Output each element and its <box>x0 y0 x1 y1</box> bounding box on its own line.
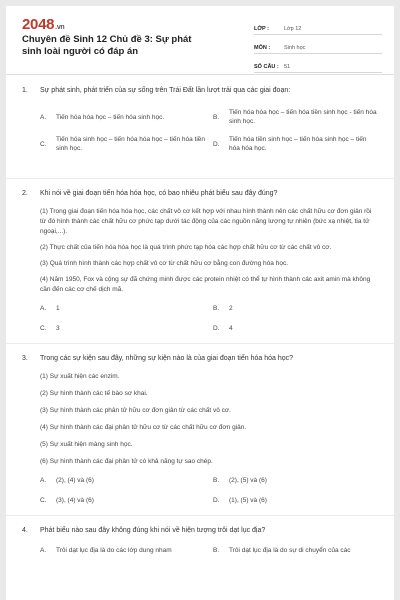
option-text: Tiến hóa sinh học – tiến hóa hóa học – tiến hóa tiền sinh học. <box>56 136 206 152</box>
option-text: 3 <box>56 325 60 332</box>
option-c[interactable] <box>40 324 205 333</box>
option-a[interactable] <box>40 108 205 126</box>
option-letter: C. <box>40 325 47 332</box>
meta-row-subject <box>254 37 382 54</box>
option-text: (2), (5) và (6) <box>229 477 267 484</box>
option-text: 4 <box>229 325 233 332</box>
statement: (6) Sự hình thành các đại phân tử có khả năng tự sao chép. <box>40 458 213 465</box>
option-letter: A. <box>40 113 47 121</box>
option-letter: B. <box>213 113 220 121</box>
option-c[interactable] <box>40 496 205 505</box>
document-header <box>6 6 394 68</box>
option-b[interactable] <box>213 108 378 126</box>
option-a[interactable] <box>40 476 205 485</box>
option-letter: A. <box>40 305 47 312</box>
question-4 <box>6 516 394 555</box>
option-b[interactable] <box>213 476 378 485</box>
document-meta <box>254 18 382 75</box>
option-d[interactable] <box>213 496 378 505</box>
question-text: Trong các sự kiện sau đây, những sự kiện nào là của giai đoạn tiến hóa hóa học? <box>40 355 293 362</box>
meta-value: Sinh học <box>284 45 306 51</box>
question-list <box>6 82 394 555</box>
logo-tld: .vn <box>55 24 65 31</box>
option-letter: C. <box>40 140 47 148</box>
option-letter: C. <box>40 497 47 504</box>
option-text: Tiến hóa tiền sinh học – tiến hóa sinh học – tiến hóa hóa học. <box>229 136 367 152</box>
meta-label: LỚP : <box>254 26 269 32</box>
statement: (2) Sự hình thành các tế bào sơ khai. <box>40 390 148 397</box>
statement: (4) Sự hình thành các đại phân tử hữu cơ từ các chất hữu cơ đơn giản. <box>40 424 247 431</box>
option-letter: D. <box>213 325 220 332</box>
option-text: 1 <box>56 305 60 312</box>
option-b[interactable] <box>213 546 378 555</box>
meta-value: 51 <box>284 64 291 70</box>
question-3 <box>6 344 394 505</box>
header-divider <box>6 74 394 75</box>
option-letter: B. <box>213 547 220 554</box>
option-a[interactable] <box>40 304 205 313</box>
option-b[interactable] <box>213 304 378 313</box>
option-text: (3), (4) và (6) <box>56 497 94 504</box>
meta-row-class <box>254 18 382 35</box>
option-letter: A. <box>40 547 47 554</box>
statement: (1) Sự xuất hiện các enzim. <box>40 373 120 380</box>
meta-value: Lớp 12 <box>284 26 302 32</box>
option-text: Tiến hóa hóa học – tiến hóa sinh học. <box>56 113 165 121</box>
statement: (3) Quá trình hình thành các hợp chất vô cơ từ chất hữu cơ bằng con đường hóa học. <box>40 260 288 267</box>
option-d[interactable] <box>213 135 378 153</box>
option-text: (2), (4) và (6) <box>56 477 94 484</box>
option-letter: B. <box>213 305 220 312</box>
option-letter: B. <box>213 477 220 484</box>
option-text: 2 <box>229 305 233 312</box>
question-number: 4. <box>22 527 28 534</box>
statement: (1) Trong giai đoạn tiến hóa hóa học, các chất vô cơ kết hợp với nhau hình thành nên các chất hữu cơ đơn giản rồi từ đó hình thành các chất hữu cơ phức tạp dưới tác động của các nguồn năng lượng tự nhiên (bức xạ nhiệt, tia tử ngoại,...). <box>40 208 372 235</box>
statement: (4) Năm 1950, Fox và cộng sự đã chứng minh được các protein nhiệt có thể tự hình thành các axit amin mà không cần đến các cơ chế dịch mã. <box>40 276 371 293</box>
meta-row-count <box>254 56 382 73</box>
question-2 <box>6 179 394 333</box>
meta-label: SỐ CÂU : <box>254 64 279 70</box>
option-letter: A. <box>40 477 47 484</box>
statement: (3) Sự hình thành các phân tử hữu cơ đơn giản từ các chất vô cơ. <box>40 407 231 414</box>
option-a[interactable] <box>40 546 205 555</box>
question-number: 2. <box>22 190 28 197</box>
document-page <box>6 6 394 600</box>
option-text: Trôi dạt lục địa là do các lớp dung nham <box>56 547 172 554</box>
question-text: Khi nói về giai đoạn tiến hóa hóa học, có bao nhiêu phát biểu sau đây đúng? <box>40 190 278 197</box>
option-letter: D. <box>213 140 220 148</box>
option-letter: D. <box>213 497 220 504</box>
statement: (2) Thực chất của tiến hóa hóa học là quá trình phức tạp hóa các hợp chất hữu cơ từ các chất vô cơ. <box>40 244 332 251</box>
question-text: Sự phát sinh, phát triển của sự sống trên Trái Đất lần lượt trải qua các giai đoạn: <box>40 87 291 94</box>
statement: (5) Sự xuất hiện màng sinh học. <box>40 441 133 448</box>
option-text: (1), (5) và (6) <box>229 497 267 504</box>
question-1 <box>6 86 394 160</box>
question-number: 3. <box>22 355 28 362</box>
site-logo[interactable] <box>22 16 64 33</box>
option-d[interactable] <box>213 324 378 333</box>
meta-label: MÔN : <box>254 45 271 51</box>
option-text: Trôi dạt lục địa là do sự di chuyển của các <box>229 547 351 554</box>
option-text: Tiến hóa hóa học – tiến hóa tiền sinh học - tiến hóa sinh học. <box>229 109 377 125</box>
document-title: Chuyên đề Sinh 12 Chủ đề 3: Sự phát sinh loài người có đáp án <box>22 34 192 57</box>
logo-main: 2048 <box>22 16 55 33</box>
question-number: 1. <box>22 87 28 94</box>
option-c[interactable] <box>40 135 205 153</box>
question-text: Phát biểu nào sau đây không đúng khi nói về hiện tượng trôi dạt lục địa? <box>40 527 266 534</box>
